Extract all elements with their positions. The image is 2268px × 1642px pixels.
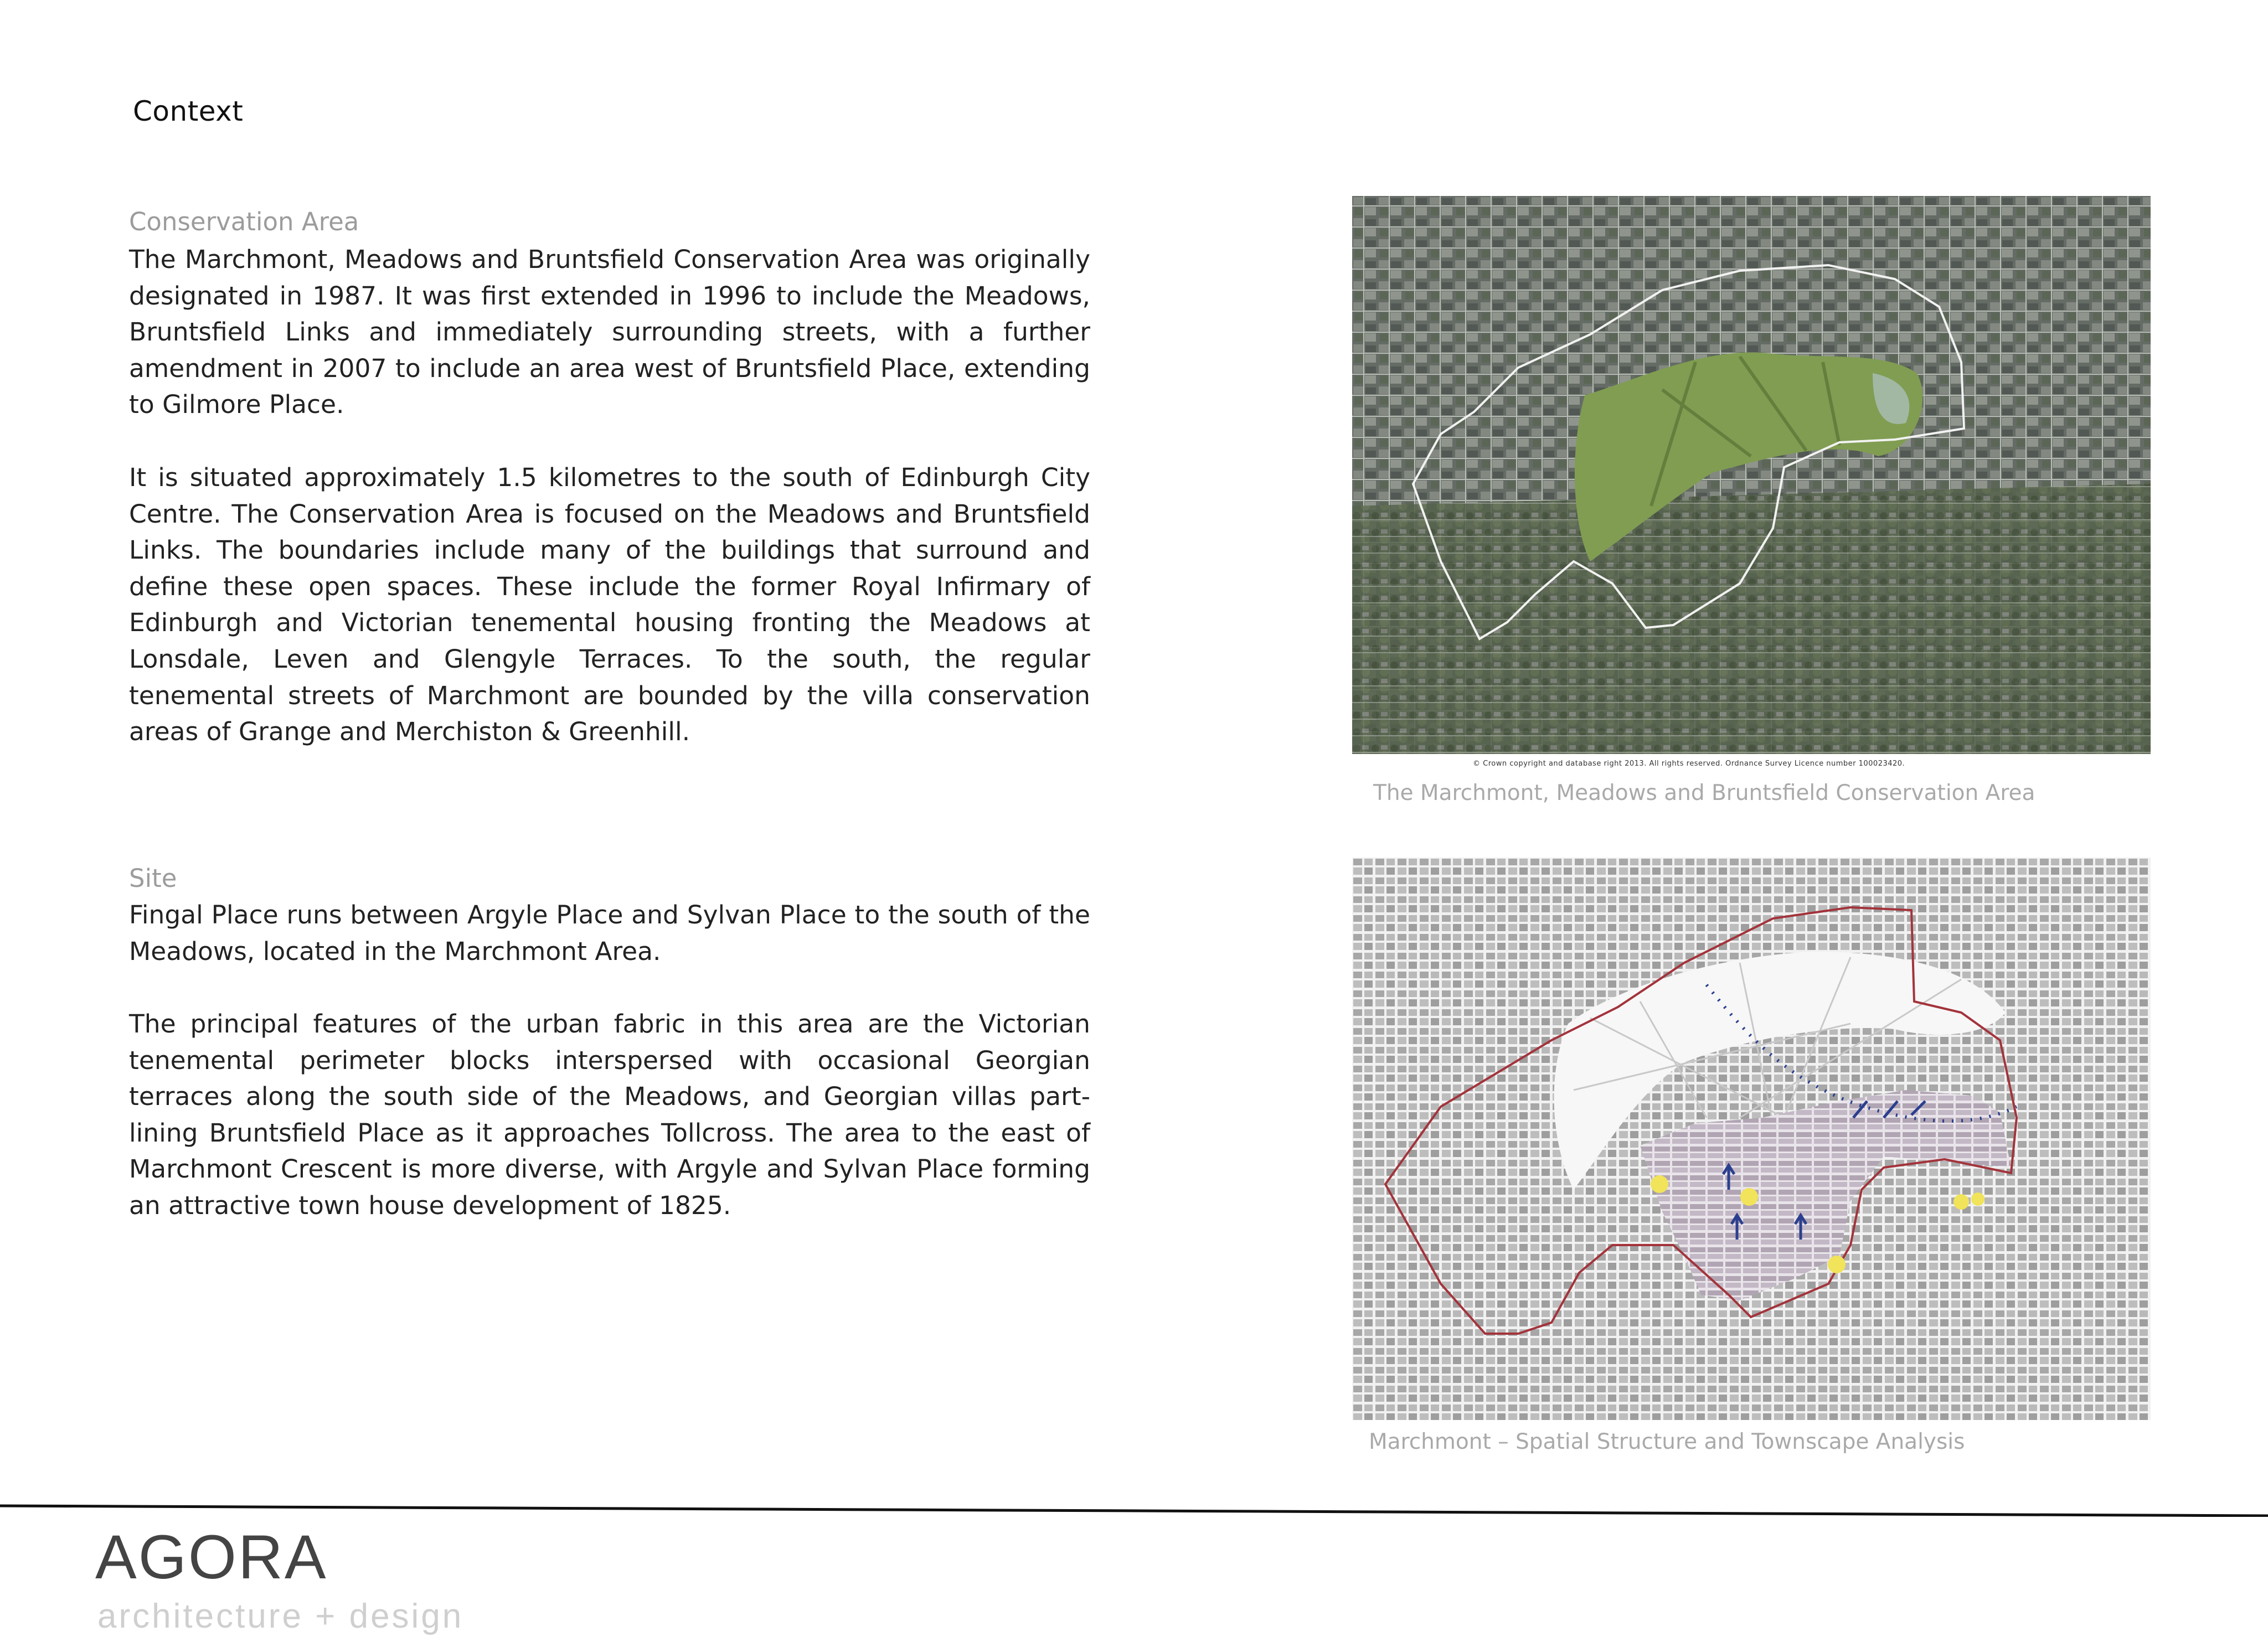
aerial-photo: [1352, 196, 2151, 754]
page-title: Context: [133, 95, 244, 127]
site-paragraph-2: The principal features of the urban fabric in this area are the Victorian tenemental perimeter blocks interspersed with occasional Georgian terraces along the south side of the Meadows, and Georgian villas part-lining Bruntsfield Place as it approaches Tollcross. The area to the east of Marchmont Crescent is more diverse, with Argyle and Sylvan Place forming an attractive town house development of 1825.: [129, 1009, 1090, 1220]
aerial-photo-credit: © Crown copyright and database right 2013. All rights reserved. Ordnance Survey Licence number 100023420.: [1473, 760, 1905, 768]
agora-logo-tagline: architecture + design: [97, 1597, 464, 1635]
conservation-paragraph-2: It is situated approximately 1.5 kilometres to the south of Edinburgh City Centre. The Conservation Area is focused on the Meadows and Bruntsfield Links. The boundaries include many of the buildings that surround and define these open spaces. These include the former Royal Infirmary of Edinburgh and Victorian tenemental housing fronting the Meadows at Lonsdale, Leven and Glengyle Terraces. To the south, the regular tenemental streets of Marchmont are bounded by the villa conservation areas of Grange and Merchiston & Greenhill.: [129, 463, 1090, 747]
agora-logo: AGORA: [95, 1522, 328, 1592]
aerial-photo-caption: The Marchmont, Meadows and Bruntsfield Conservation Area: [1373, 781, 2035, 805]
footer-rule: [0, 1495, 2268, 1517]
site-paragraph-1: Fingal Place runs between Argyle Place and Sylvan Place to the south of the Meadows, located in the Marchmont Area.: [129, 900, 1090, 966]
townscape-map-caption: Marchmont – Spatial Structure and Townscape Analysis: [1369, 1429, 1965, 1454]
conservation-area-subheading: Conservation Area: [129, 207, 359, 236]
site-subheading: Site: [129, 864, 177, 893]
conservation-paragraph-1: The Marchmont, Meadows and Bruntsfield Conservation Area was originally designated in 1987. It was first extended in 1996 to include the Meadows, Bruntsfield Links and immediately surrounding streets, with a further amendment in 2007 to include an area west of Bruntsfield Place, extending to Gilmore Place.: [129, 245, 1090, 420]
townscape-map: [1352, 858, 2151, 1420]
